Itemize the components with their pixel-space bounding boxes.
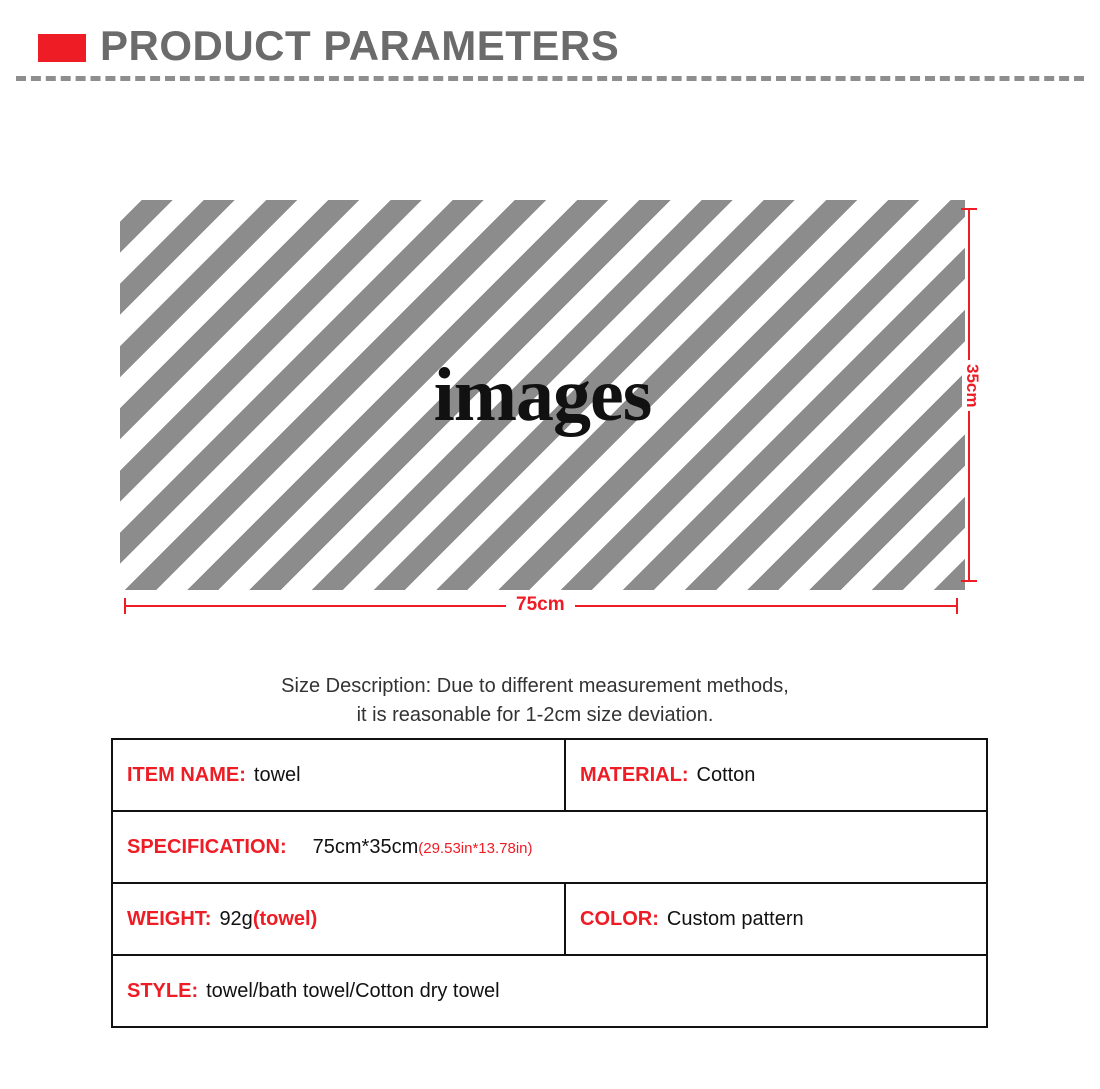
specification-key: SPECIFICATION:	[127, 835, 287, 858]
width-dimension-label: 75cm	[506, 594, 575, 616]
style-value: towel/bath towel/Cotton dry towel	[206, 979, 500, 1002]
size-description-line-2: it is reasonable for 1-2cm size deviation.	[356, 704, 714, 726]
weight-key: WEIGHT:	[127, 907, 212, 930]
page-title: PRODUCT PARAMETERS	[100, 22, 620, 69]
style-key: STYLE:	[127, 979, 199, 1002]
size-description-line-1: Size Description: Due to different measurement methods,	[281, 675, 789, 697]
table-row	[112, 883, 987, 955]
table-row	[112, 739, 987, 811]
height-dimension-label: 35cm	[962, 360, 982, 411]
table-cell-item-name	[112, 739, 565, 811]
color-value: Custom pattern	[666, 907, 804, 930]
header-accent-swatch	[38, 34, 86, 62]
table-cell-specification	[112, 811, 987, 883]
material-value: Cotton	[696, 763, 756, 786]
table-row	[112, 811, 987, 883]
table-cell-weight	[112, 883, 565, 955]
weight-value: 92g	[219, 907, 253, 930]
page-header	[0, 0, 1100, 80]
table-cell-style	[112, 955, 987, 1027]
product-image-label: images	[433, 352, 652, 437]
specification-value-inches: (29.53in*13.78in)	[418, 839, 533, 857]
item-name-key: ITEM NAME:	[127, 763, 246, 786]
weight-value-note: (towel)	[252, 907, 318, 930]
table-cell-color	[565, 883, 987, 955]
product-image-area	[120, 200, 965, 590]
table-row	[112, 955, 987, 1027]
specification-value: 75cm*35cm	[312, 835, 419, 858]
color-key: COLOR:	[580, 907, 659, 930]
size-description	[0, 672, 1070, 730]
header-divider	[16, 76, 1084, 81]
material-key: MATERIAL:	[580, 763, 689, 786]
table-cell-material	[565, 739, 987, 811]
specification-table	[111, 738, 988, 1028]
item-name-value: towel	[253, 763, 301, 786]
